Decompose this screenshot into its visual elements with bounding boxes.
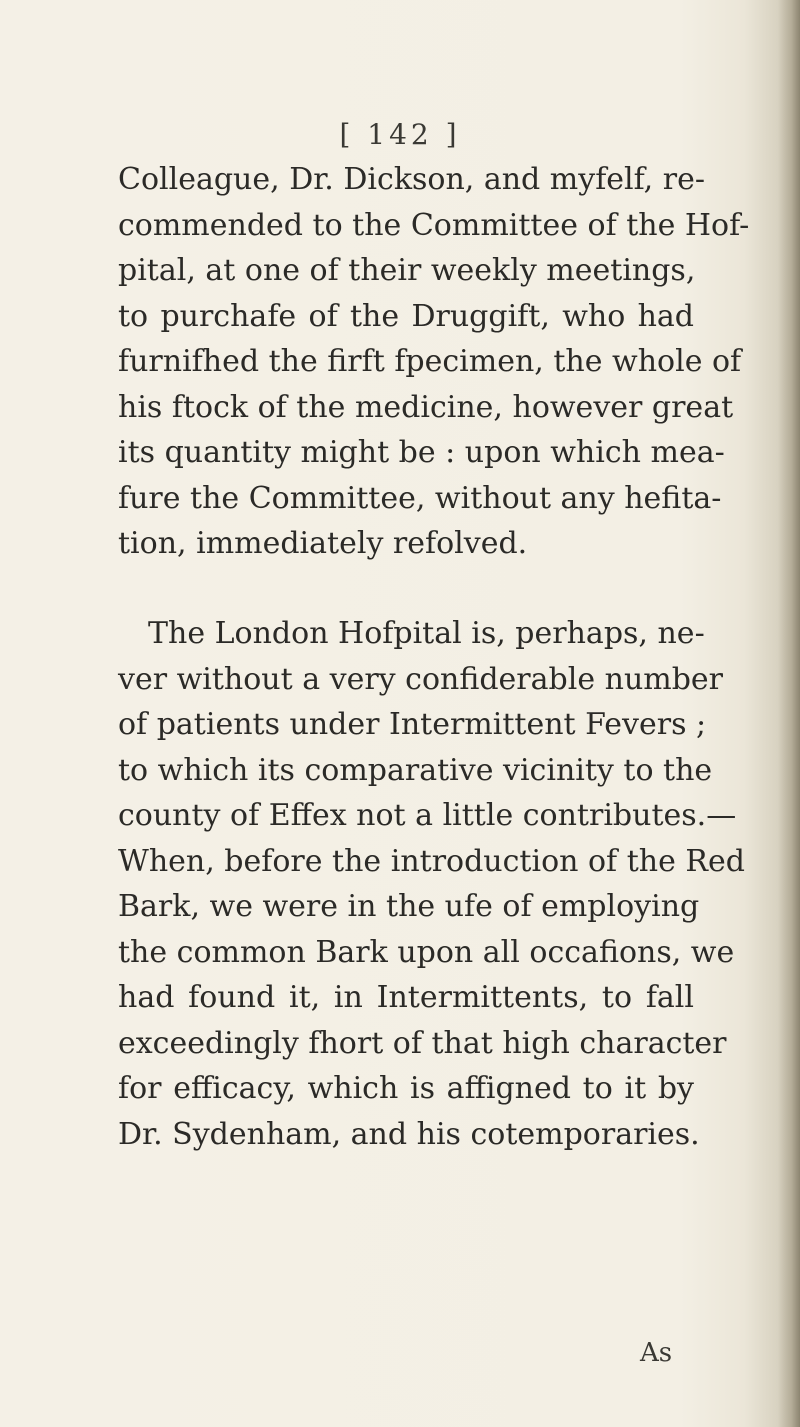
text-line: Colleague, Dr. Dickson, and myfelf, re-: [118, 162, 705, 197]
text-line: to purchafe of the Druggift, who had: [118, 298, 694, 334]
text-line: for efficacy, which is affigned to it by: [118, 1071, 694, 1106]
paragraph-1: [118, 157, 750, 567]
text-line: his ftock of the medicine, however great: [118, 389, 734, 425]
paragraph-2: [118, 611, 745, 1157]
text-line: Bark, we were in the ufe of employing: [118, 889, 700, 924]
text-line: When, before the introduction of the Red: [118, 843, 745, 879]
text-line: The London Hofpital is, perhaps, ne-: [148, 616, 705, 651]
text-line: exceedingly fhort of that high character: [118, 1025, 727, 1061]
page-edge-shadow: [778, 0, 800, 1427]
text-line: the common Bark upon all occafions, we: [118, 934, 735, 970]
page-number: [ 142 ]: [339, 118, 461, 151]
text-line: fure the Committee, without any hefita-: [118, 480, 722, 516]
text-line: to which its comparative vicinity to the: [118, 752, 713, 788]
text-line: tion, immediately refolved.: [118, 526, 528, 561]
text-line: of patients under Intermittent Fevers ;: [118, 707, 707, 742]
text-line: county of Effex not a little contributes.—: [118, 798, 737, 833]
text-line: Dr. Sydenham, and his cotemporaries.: [118, 1116, 700, 1152]
text-line: ver without a very confiderable number: [118, 661, 724, 697]
text-line: its quantity might be : upon which mea-: [118, 435, 725, 470]
text-line: commended to the Committee of the Hof-: [118, 207, 750, 243]
catchword: As: [640, 1338, 673, 1368]
text-line: pital, at one of their weekly meetings,: [118, 253, 696, 288]
text-line: furnifhed the firft fpecimen, the whole of: [118, 344, 742, 379]
text-line: had found it, in Intermittents, to fall: [118, 980, 694, 1015]
